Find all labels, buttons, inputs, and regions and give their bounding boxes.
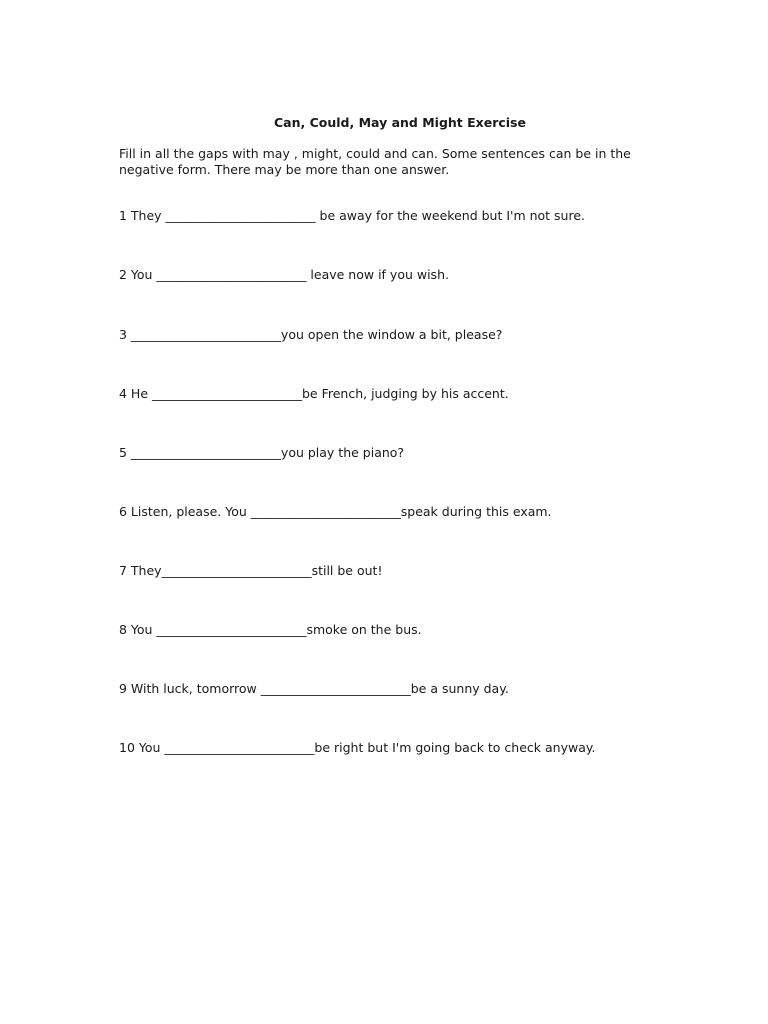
exercise-item-9: 9 With luck, tomorrow ________________________be a sunny day. xyxy=(119,681,509,696)
exercise-item-6: 6 Listen, please. You ________________________speak during this exam. xyxy=(119,504,552,519)
exercise-item-4: 4 He ________________________be French, judging by his accent. xyxy=(119,386,509,401)
exercise-item-1: 1 They ________________________ be away for the weekend but I'm not sure. xyxy=(119,208,586,223)
exercise-item-3: 3 ________________________you open the window a bit, please? xyxy=(119,327,503,342)
exercise-item-7: 7 They________________________still be out! xyxy=(119,563,383,578)
exercise-item-8: 8 You ________________________smoke on the bus. xyxy=(119,622,422,637)
instructions-text: Fill in all the gaps with may , might, could and can. Some sentences can be in the negative form. There may be more than one answer. xyxy=(119,146,631,177)
exercise-item-2: 2 You ________________________ leave now if you wish. xyxy=(119,267,449,282)
exercise-item-5: 5 ________________________you play the piano? xyxy=(119,445,405,460)
page-title: Can, Could, May and Might Exercise xyxy=(274,115,526,130)
exercise-item-10: 10 You ________________________be right but I'm going back to check anyway. xyxy=(119,740,596,755)
